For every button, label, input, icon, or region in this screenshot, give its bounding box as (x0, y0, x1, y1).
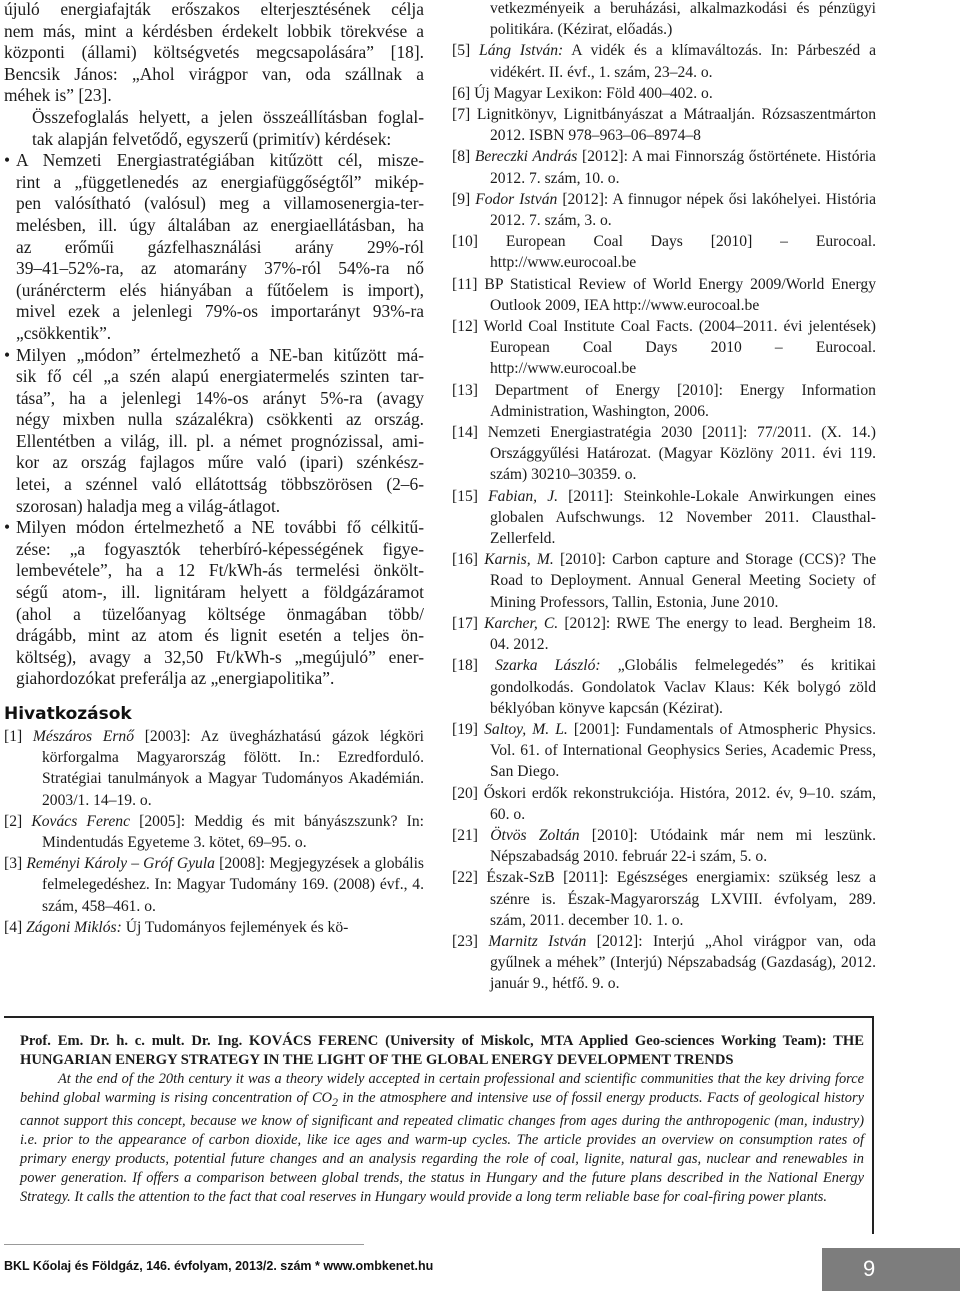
reference-number: [2] (4, 812, 23, 830)
text-line: Milyen „módon” értelmezhető a NE-ban kitűzött má- (16, 344, 424, 365)
reference-number: [18] (452, 657, 478, 675)
reference-number: [23] (452, 932, 478, 950)
reference-item (452, 825, 876, 867)
text-line: mivel ezek a jelenlegi 79%-os importarányt 93%-ra (16, 301, 424, 322)
reference-author: Karnis, M. (484, 551, 554, 569)
text-line: zése: „a fogyasztók teherbíró-képességének figye- (16, 538, 424, 559)
reference-text: [2012]: A mai Finnország őstörténete. História 2012. 7. szám, 10. o. (490, 148, 876, 187)
reference-text: [2010]: Carbon capture and Storage (CCS)? The Road to Deployment. Annual General Meeting Society of Mining Professors, Tallin, Estonia, June 2010. (490, 551, 877, 611)
reference-item (452, 486, 876, 550)
closing-paragraph (4, 0, 424, 107)
reference-text: [2012]: A finnugor népek ősi lakóhelyei. História 2012. 7. szám, 3. o. (490, 190, 877, 230)
text-line: „csökkentik”. (16, 322, 112, 343)
references-list-left (4, 726, 424, 938)
text-line: giahordozókat preferálja az „energiapolitika”. (16, 668, 335, 689)
reference-text: BP Statistical Review of World Energy 2009/World Energy Outlook 2009, IEA http://www.eurocoal.be (484, 275, 876, 314)
reference-text: [2011]: Steinkohle-Lokale Anwirkungen eines globalen Aufschwungs. 12 November 2011. Clausthal-Zellerfeld. (490, 487, 876, 548)
reference-author: Fodor István (475, 190, 558, 208)
reference-text: Őskori erdők rekonstrukciója. Históra, 2012. év, 9–10. szám, 60. o. (483, 784, 877, 823)
question-bullet-2 (4, 345, 424, 518)
reference-author: Reményi Károly – Gróf Gyula (26, 855, 215, 873)
reference-number: [15] (452, 487, 478, 505)
reference-number: [4] (4, 918, 23, 936)
reference-author: Bereczki András (474, 148, 578, 166)
reference-item (4, 917, 424, 938)
reference-text: World Coal Institute Coal Facts. (2004–2011. évi jelentések) European Coal Days 2010 – Eurocoal. http://www.eurocoal.be (483, 318, 876, 378)
reference-number: [22] (452, 869, 478, 887)
text-line: rint a „függetlenedés az energiafüggőségtől” mikép- (16, 171, 424, 192)
reference-number: [14] (452, 424, 478, 442)
reference-number: [9] (452, 190, 471, 208)
reference-item (452, 380, 876, 422)
reference-item (452, 104, 876, 146)
bullet-dot: • (4, 150, 11, 171)
references-list-right (452, 0, 876, 995)
reference-item (452, 0, 876, 40)
reference-number: [10] (452, 233, 478, 251)
reference-item (452, 40, 876, 82)
reference-number: [13] (452, 381, 478, 399)
reference-text: Észak-SzB [2011]: Egészséges energiamix: szükség lesz a szénre is. Észak-Magyarország LXVIII. évfolyam, 289. szám, 2011. december 10. 1. o. (486, 869, 877, 929)
reference-item (452, 422, 876, 486)
reference-text: [2012]: Interjú „Ahol virágpor van, oda gyűlnek a méhek” (Interjú) Népszabadság (Gazdaság), 2012. január 9., hétfő. 9. o. (490, 932, 876, 993)
reference-author: Mészáros Ernő (32, 728, 135, 745)
bullet-dot: • (4, 344, 11, 365)
reference-number: [19] (452, 720, 478, 738)
reference-text: Lignitkönyv, Lignitbányászat a Mátraalján. Rózsaszentmárton 2012. ISBN 978–963–06–8974–8 (476, 106, 876, 145)
reference-item (452, 146, 876, 188)
reference-number: [16] (452, 551, 478, 569)
text-line: tása”, ha a jelenlegi 14%-os arányt 5%-ra (avagy (16, 387, 424, 408)
text-line: kor az ország fajlagos műre való (ipari) szénkész- (16, 452, 424, 473)
page-number: 9 (863, 1256, 876, 1281)
reference-author: Saltoy, M. L. (484, 720, 568, 738)
text-line: (ahol a tüzelőanyag költsége önmagában több/ (16, 603, 424, 624)
reference-item (452, 719, 876, 783)
text-line: drágább, mint az atom és lignit esetén a teljes ön- (16, 625, 424, 646)
reference-text: Új Tudományos fejlemények és kö- (121, 918, 349, 936)
text-line: Bencsik János: „Ahol virágpor van, oda szállnak a (4, 63, 424, 84)
reference-text: [2010]: Utódaink már nem mi leszünk. Népszabadság 2010. február 22-i szám, 5. o. (490, 826, 876, 866)
text-line: 39–41–52%-ra, az atomarány 37%-ról 54%-ra nő (16, 258, 424, 279)
reference-author: Karcher, C. (484, 614, 559, 632)
text-line: négy mixben nulla százalékra) csökkenti az ország. (16, 409, 424, 430)
reference-number: [21] (452, 826, 478, 844)
text-line: A Nemzeti Energiastratégiában kitűzött cél, misze- (16, 150, 424, 171)
abstract-title: Prof. Em. Dr. h. c. mult. Dr. Ing. KOVÁCS FERENC (University of Miskolc, MTA Applied Geo-sciences Working Team): THE HUNGARIAN ENERGY STRATEGY IN THE LIGHT OF THE GLOBAL ENERGY DEVELOPMENT TRENDS (20, 1033, 864, 1068)
reference-item (4, 726, 424, 811)
english-abstract (4, 1016, 874, 1234)
text-line: melésben, ill. úgy általában az energiaellátásban, ha (16, 214, 424, 235)
reference-item (452, 231, 876, 273)
bullet-dot: • (4, 517, 11, 538)
reference-number: [7] (452, 106, 471, 124)
reference-number: [11] (452, 275, 478, 293)
text-line: letei, a szénnel való ellátottság többszörösen (2–6- (16, 474, 424, 495)
text-line: az erőműi gázfelhasználási arány 29%-ról (16, 236, 424, 257)
right-column (452, 0, 876, 995)
reference-number: [6] (452, 84, 471, 102)
abstract-text-part1: At the end of the 20th century it was a theory widely accepted in certain professional and scientific communities that the key driving force behind global warming is rising concentration of CO (20, 1071, 864, 1106)
reference-author: Szarka László: (495, 657, 601, 675)
reference-item (452, 274, 876, 316)
text-line: Összefoglalás helyett, a jelen összeállításban foglal- (32, 106, 424, 127)
text-line: Milyen módon értelmezhető a NE további fő célkitű- (16, 517, 424, 538)
reference-number: [1] (4, 728, 23, 745)
reference-item (452, 783, 876, 825)
reference-number: [20] (452, 784, 478, 802)
text-line: tak alapján felvetődő, egyszerű (primitív) kérdések: (32, 128, 392, 149)
text-line: újuló energiafajták erőszakos elterjesztésének célja (4, 0, 424, 19)
reference-item (452, 549, 876, 613)
text-line: méhek is” [23]. (4, 85, 112, 106)
reference-text: European Coal Days [2010] – Eurocoal. http://www.eurocoal.be (490, 233, 876, 272)
reference-author: Marnitz István (488, 932, 587, 950)
text-line: költség), avagy a 32,50 Ft/kWh-s „megújuló” ener- (16, 646, 424, 667)
reference-item (452, 655, 876, 719)
reference-text: Nemzeti Energiastratégia 2030 [2011]: 77/2011. (X. 14.) Országgyűlési Határozat. (Magyar Közlöny 2011. évi 119. szám) 30210–30359. o. (487, 424, 876, 484)
abstract-body (10, 1070, 864, 1207)
text-line: ségű atom-, ill. lignitáram helyett a földgázáramot (16, 582, 424, 603)
abstract-subscript: 2 (332, 1094, 338, 1109)
question-bullet-3 (4, 517, 424, 690)
reference-text: [2005]: Meddig és mit bányászszunk? In: Mindentudás Egyeteme 3. kötet, 69–95. o. (42, 812, 424, 852)
reference-author: Fabian, J. (488, 487, 559, 505)
summary-intro (4, 107, 424, 150)
abstract-text-part2: in the atmosphere and intensive use of fossil energy products. Facts of geological history cannot support this concept, because we know of significant and repeated climatic changes from ages during the anthropogenic (man, industry) i.e. prior to the appearance of carbon dioxide, like ice ages and warm-up cycles. The article provides an overview on consumption rates of primary energy products, potential future changes and an analysis regarding the role of coal, lignite, natural gas, nuclear and renewables in power generation. If offers a comparison between global trends, the status in Hungary and the future plans described in the National Energy Strategy. It calls the attention to the fact that coal reserves in Hungary would provide a long term reliable base for coal-firing power plants. (20, 1090, 864, 1205)
page-number-badge (822, 1248, 960, 1291)
footer-rule (4, 1244, 364, 1245)
reference-text: A vidék és a klímaváltozás. In: Párbeszéd a vidékért. II. évf., 1. szám, 23–24. o. (490, 42, 876, 81)
left-column (4, 0, 424, 938)
reference-number: [5] (452, 42, 471, 60)
journal-footer: BKL Kőolaj és Földgáz, 146. évfolyam, 2013/2. szám * www.ombkenet.hu (4, 1259, 434, 1273)
references-heading: Hivatkozások (4, 704, 132, 724)
reference-item (4, 811, 424, 853)
reference-item (452, 931, 876, 995)
reference-text: „Globális felmelegedés” és kritikai gondolkodás. Gondolatok Vaclav Klaus: Kék bolygó zöld béklyóban könyve kapcsán (Kézirat). (490, 657, 876, 717)
reference-author: Zágoni Miklós: (26, 918, 122, 936)
reference-number: [8] (452, 148, 471, 166)
reference-number: [17] (452, 614, 478, 632)
reference-item (452, 867, 876, 931)
reference-number: [3] (4, 855, 23, 873)
text-line: központi (állami) költségvetés megcsapolására” [18]. (4, 42, 424, 63)
reference-text: [2008]: Megjegyzések a globális felmelegedéshez. In: Magyar Tudomány 169. (2008) évf., 4. szám, 458–461. o. (42, 855, 424, 915)
text-line: nem más, mint a kérdésben érdekelt lobbik törekvése a (4, 20, 424, 41)
reference-number: [12] (452, 318, 478, 336)
reference-text: Új Magyar Lexikon: Föld 400–402. o. (474, 84, 713, 102)
reference-item (452, 189, 876, 231)
text-line: lembevétele”, ha a 12 Ft/kWh-ás termelési önkölt- (16, 560, 424, 581)
reference-author: Kovács Ferenc (31, 812, 130, 830)
reference-text: [2001]: Fundamentals of Atmospheric Physics. Vol. 61. of International Geophysics Series, Academic Press, San Diego. (490, 720, 876, 781)
question-bullet-1 (4, 150, 424, 344)
reference-text: [2003]: Az üvegházhatású gázok légköri körforgalma Magyarország fölött. In.: Ezredforduló. Stratégiai tanulmányok a Magyar Tudományos Akadémián. 2003/1. 14–19. o. (42, 728, 424, 809)
reference-item (452, 83, 876, 104)
text-line: (uránércterm elés hiányában a fűtőelem is import), (16, 279, 424, 300)
text-line: szorosan) haladja meg a világ-átlagot. (16, 495, 281, 516)
reference-author: Ötvös Zoltán (490, 826, 580, 844)
reference-item (452, 316, 876, 380)
text-line: sik fő cél „a szén alapú energiatermelés szinten tar- (16, 366, 424, 387)
reference-text: Department of Energy [2010]: Energy Information Administration, Washington, 2006. (490, 381, 876, 420)
text-line: Ellentétben a világ, ill. pl. a német prognózissal, ami- (16, 430, 424, 451)
reference-author: Láng István: (479, 42, 564, 60)
reference-text: [2012]: RWE The energy to lead. Bergheim 18. 04. 2012. (490, 614, 876, 654)
reference-text: vetkezményeik a beruházási, alkalmazkodási és pénzügyi politikára. (Kézirat, előadás.) (490, 0, 876, 39)
reference-item (4, 853, 424, 917)
text-line: pen valósítható (valósul) meg a villamosenergia-ter- (16, 193, 424, 214)
reference-item (452, 613, 876, 655)
